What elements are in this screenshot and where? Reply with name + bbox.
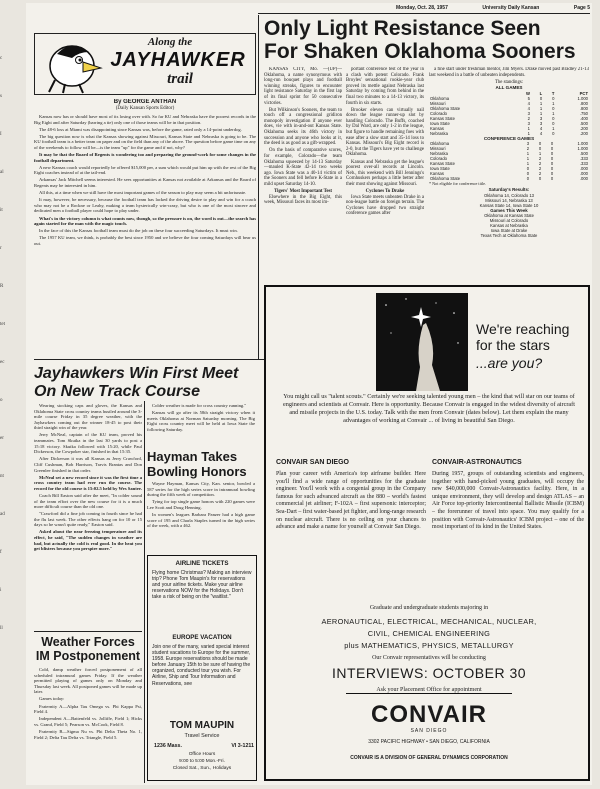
facing-page-fragment-11: er bbox=[0, 436, 4, 441]
jayhawker-para: A new Kansas coach would reportedly be offered $15,000 per, a sum which would put him up with the rest of the Big Eight coaches instead of at the tail-end. bbox=[34, 164, 256, 176]
standings-note: * Not eligible for conference title. bbox=[429, 181, 486, 187]
convair-majors-2: CIVIL, CHEMICAL ENGINEERING bbox=[367, 629, 491, 638]
standings-row: Kansas State 2 3 0 .400 bbox=[430, 115, 588, 121]
saturday-result: Missouri 14, Nebraska 13 bbox=[485, 197, 533, 203]
standings-row: Missouri 4 1 1 .800 bbox=[430, 100, 588, 106]
travel-service: Travel Service bbox=[184, 733, 220, 739]
standings-all-table: W L T PCT Oklahoma 5 0 0 1.000 Missouri 4 1 1 .800 Oklahoma State 4 1 0 .800 Colorado 3 1 1 .750 Kansas State 2 3 0 .400 Iowa State 3 3 0 .500 Kansas 1 4 1 .200 Nebraska 1 4 0 .200 bbox=[430, 90, 588, 136]
europe-vacation-title: EUROPE VACATION bbox=[172, 634, 232, 641]
column-divider bbox=[144, 401, 145, 783]
convair-logo-sub: SAN DIEGO bbox=[410, 728, 448, 734]
main-headline-1: Only Light Resistance Seen bbox=[264, 17, 541, 40]
bowling-para: In women's leagues Barbara Panzer had a high game score of 195 and Charla Staples turned in the high series of the week, with a 462. bbox=[147, 511, 255, 529]
saturday-result: Kansas State 14, Iowa State 10 bbox=[479, 202, 539, 208]
facing-page-fragment-9: ec bbox=[0, 360, 5, 365]
bowling-headline-1: Hayman Takes bbox=[147, 449, 238, 464]
track-para: Colder weather is made for cross country running." bbox=[152, 403, 247, 408]
standings-row: Nebraska 1 4 0 .200 bbox=[430, 130, 588, 136]
convair-san-diego-title: CONVAIR SAN DIEGO bbox=[276, 459, 349, 466]
jayhawker-para: What's in the victory column is what counts now, though, so the pressure is on, the word is out—the search has again started for the man with the magic touch. bbox=[34, 215, 256, 227]
games-this-week-title: Games This Week bbox=[490, 207, 528, 213]
jayhawker-para: In the face of this the Kansas football team must do the job on these four succeeding Saturdays. It must win. bbox=[39, 228, 238, 234]
standings-conf-title: CONFERENCE GAMES bbox=[483, 135, 535, 141]
airline-tickets-text: Flying home Christmas? Making an interview trip? Phone Tom Maupin's for reservations and your airline tickets. Make your airline reservations NOW for the Holidays. Don't take a risk of being on the "waitlist." bbox=[152, 570, 252, 601]
weather-rule bbox=[34, 631, 142, 632]
facing-page-fragment-12: nt bbox=[0, 474, 4, 479]
convair-majors-1: AERONAUTICAL, ELECTRICAL, MECHANICAL, NUCLEAR, bbox=[321, 617, 537, 626]
logo-line-3: trail bbox=[167, 71, 193, 87]
convair-division: CONVAIR IS A DIVISION OF GENERAL DYNAMICS CORPORATION bbox=[350, 755, 508, 761]
facing-page-fragment-14: f bbox=[0, 550, 2, 555]
saturday-result: Oklahoma 14, Colorado 13 bbox=[483, 192, 535, 198]
track-para: Kansas will go after its 58th straight victory when it meets Oklahoma at Norman Saturday morning. The Big Eight cross country meet will be held at Iowa State the following Saturday. bbox=[147, 410, 255, 432]
facing-page-fragment-13: ad bbox=[0, 512, 5, 517]
convair-tagline-3: ...are you? bbox=[476, 355, 543, 371]
header-rule bbox=[258, 13, 590, 14]
main-story-para: KANSAS CITY, Mo. —(UP)— Oklahoma, a name synonymous with long-run bouquet plays and football winning streaks, figures to encounter light resistance Saturday in the first lap of its final sprint for 50 consecutive victories. bbox=[264, 67, 342, 106]
weather-column bbox=[34, 667, 142, 783]
facing-page-fragment-6: r bbox=[0, 246, 2, 251]
logo-line-2: JAYHAWKER bbox=[110, 49, 246, 71]
jayhawker-para: It may be that the Board of Regents is wondering too and preparing the ground-work for some changes in the football department. bbox=[34, 152, 256, 163]
standings-row: Kansas 1 4 1 .200 bbox=[430, 125, 588, 131]
weather-para: Cold, damp weather forced postponement of all scheduled intramural games Friday. If the weather permitted playing of games only on Monday and Thursday last week. All postponed games will be made up later. bbox=[34, 667, 142, 695]
standings-row: Iowa State 3 3 0 .500 bbox=[430, 120, 588, 126]
facing-page-fragment-15: i bbox=[0, 588, 2, 593]
main-story-subhead: Tigers' Most Important Test bbox=[274, 188, 332, 194]
standings-all-title: ALL GAMES bbox=[495, 85, 523, 91]
jayhawker-para: The big question now is what the Kansas showing against Missouri, Kansas State and Nebraska is going to be. The KU football team is a better team on paper and on the field than any of the above. The question before game time on any of the weekends to follow will be—is the team "up" for the game and if not, why? bbox=[34, 133, 256, 150]
night-sky-photo bbox=[376, 293, 468, 391]
main-story-para: But Wilkinson's Sooners, the team to touch off a congressional gridiron monopoly investigation if anyone ever does, vie with in-and-out Kansas State. Oklahoma seeks its 46th victory in succession and anyone who looks at it, the deed is as good as a gift-wrapped. bbox=[264, 107, 342, 147]
facing-page-fragment-5: it bbox=[0, 208, 3, 213]
standings-row: Kansas 0 2 0 .000 bbox=[430, 171, 588, 177]
track-headline-2: On New Track Course bbox=[34, 383, 200, 400]
standings-row: Oklahoma State 4 1 0 .800 bbox=[430, 105, 588, 111]
jayhawker-para: The 48-6 loss at Miami was disappointing since Kansas was, before the game, rated only a 14-point underdog. bbox=[39, 126, 242, 132]
track-para: Jerry McNeal, captain of the KU team, proved his teammates. Tom Skutka in the last 30 yards to post a 15:18 victory. Skutka followed with 15:20, while Paul Dickerson, the Cowpoker star, finished in that 15:35. bbox=[34, 432, 142, 455]
weather-headline-2: IM Postponement bbox=[35, 649, 141, 663]
header-page: Page 5 bbox=[573, 5, 590, 11]
main-story-para: Iowa State meets unbeaten Drake in a non-league battle on foreign terrain. The Cyclones have dropped two straight conference games after bbox=[346, 194, 424, 217]
facing-page-fragment-8: tet bbox=[0, 322, 5, 327]
main-story-col-3 bbox=[429, 67, 589, 281]
office-hours-title: Office Hours bbox=[188, 752, 216, 757]
standings-row: Nebraska 1 1 0 .500 bbox=[430, 151, 588, 157]
track-para: Asked about the near freezing temperature and its effect, he said, "The sudden changes in weather are bad, but actually the cold is real good. In the heat you get blisters because you perspire more." bbox=[34, 529, 142, 552]
logo-line-1: Along the bbox=[147, 36, 193, 48]
track-col-2 bbox=[147, 403, 255, 449]
game-this-week: Iowa State at Drake bbox=[490, 228, 528, 234]
track-para: After Dickerson it was all Kansas as Jerry Crawford, Cliff Cushman, Bob Harrison, Travis Brantas and Don Greenlee finished in that order. bbox=[34, 456, 142, 473]
saturday-results-title: Saturday's Results: bbox=[488, 187, 530, 193]
facing-page-fragment-2: s bbox=[0, 94, 2, 99]
main-story-para: Brooker eleven can virtually nail down the league runner-up slot by handling Colorado. The Buffs, coached by Dal Ward, are only 1-2 in the league, but figure to handle remaining foes with ease after a slow start and 35-14 loss to Kansas. Missouri's Big Eight record is 2-0, but the Tigers have yet to challenge Oklahoma. bbox=[346, 107, 424, 158]
game-this-week: Oklahoma at Kansas State bbox=[484, 213, 534, 219]
travel-ad bbox=[147, 555, 257, 781]
main-headline-2: For Shaken Oklahoma Sooners bbox=[264, 40, 576, 63]
jayhawker-byline: By GEORGE ANTHAN bbox=[113, 99, 177, 105]
standings-conf-table bbox=[429, 141, 589, 181]
main-story-para: a fine start under freshman mentor, Jim Myers. Drake moved past Bradley 21-13 last weekend in a battle of unbeaten independents. bbox=[429, 67, 589, 78]
standings-intro: The standings: bbox=[494, 79, 524, 85]
track-para: "Crawford did a fine job coming in fourth since he had the flu last week. The other effects hang on for 10 or 15 days so he wasn't quite ready," Easton said. bbox=[34, 511, 142, 528]
tom-maupin-name: TOM MAUPIN bbox=[169, 720, 235, 731]
track-col-1 bbox=[34, 403, 142, 629]
weather-para: Independent A—Battenfeld vs. Jolliffe, Field 1; Hicks vs. Grand, Field 5; Pearson vs. McCook, Field 8. bbox=[34, 716, 142, 727]
convair-grad-line: Graduate and undergraduate students majoring in bbox=[369, 605, 489, 611]
standings-row: Oklahoma State 0 0 0 .000 bbox=[430, 176, 588, 182]
europe-vacation-text: Join one of the many, varied special interest student vacations to Europe for the summer, 1958. Europe reservations should be made before January 15th to be sure of having the organized, conducted tour you wish. For Airline, Ship and Tour Information and Reservations, see bbox=[152, 644, 251, 687]
jayhawker-logo bbox=[34, 33, 256, 95]
convair-address: 3302 PACIFIC HIGHWAY • SAN DIEGO, CALIFORNIA bbox=[368, 739, 490, 745]
header-paper: University Daily Kansan bbox=[482, 5, 540, 11]
track-para: Wearing stocking caps and gloves, the Kansas and Oklahoma State cross country teams hustled around the 3-mile course Friday in 35 degree weather, with the Jayhawkers coming out the winner 18-45 to post their third straight win of the year. bbox=[34, 403, 142, 431]
convair-astronautics-title: CONVAIR-ASTRONAUTICS bbox=[432, 459, 522, 466]
facing-page-fragment-3: I bbox=[0, 132, 2, 137]
header-date: Monday, Oct. 28, 1957 bbox=[396, 5, 448, 11]
bowling-para: Wayne Hayman, Kansas City, Kan. senior, bowled a 587 series for the high series score in intramural bowling during the fifth week of competition. bbox=[147, 481, 255, 498]
facing-page-fragment-1: c bbox=[0, 56, 3, 61]
main-story-col-1 bbox=[264, 67, 342, 287]
star-hand-illustration bbox=[376, 293, 468, 391]
column-divider bbox=[258, 15, 259, 360]
bowling-para: Tying for top single game honors with 220 games were Lee Scott and Doug Henning. bbox=[147, 499, 255, 510]
convair-ad bbox=[264, 285, 590, 781]
facing-page-fragment-16: ll bbox=[0, 626, 3, 631]
airline-tickets-title: AIRLINE TICKETS bbox=[175, 560, 229, 567]
facing-page-fragment-7: R bbox=[0, 284, 4, 289]
game-this-week: Texas Tech at Oklahoma State bbox=[480, 233, 538, 239]
game-this-week: Kansas at Nebraska bbox=[490, 223, 528, 229]
office-hours-closed: Closed Sat., Sun., Holidays bbox=[172, 766, 232, 771]
weather-para: Games today: bbox=[39, 696, 65, 702]
convair-intro: You might call us "talent scouts." Certainly we're seeking talented young men – the kind that will star on our teams of engineers and scientists at Convair. Here is opportunity. Because Convair is engaged in the widest diversity of aircraft and missile projects in the U.S. today. Talk with the men from Convair (dates below). Let them explain the many advantages of working at Convair ... of living in beautiful San Diego. bbox=[283, 393, 575, 424]
main-story-col-2 bbox=[346, 67, 424, 287]
jayhawker-para: All this, at a time when we still have the most important games of the season to play may seem a bit unfortunate. bbox=[39, 190, 247, 196]
jayhawker-para: It may, however, be necessary, because the football team has lacked the driving desire to play and win for a coach who may not be a Rockne or Leahy, making a team hysterically win-crazy, but who is one of the most sincere and dedicated men a football player could hope to play under. bbox=[34, 197, 256, 214]
jayhawker-byline-sub: (Daily Kansan Sports Editor) bbox=[115, 106, 175, 111]
weather-para: Fraternity A—Alpha Tau Omega vs. Phi Kappa Psi, Field 4. bbox=[34, 703, 142, 715]
travel-phone: VI 3-1211 bbox=[231, 743, 254, 749]
main-story-para: Elsewhere in the Big Eight, this week, Missouri faces its most im- bbox=[264, 194, 342, 206]
facing-page-strip bbox=[0, 40, 22, 780]
jayhawker-para: Kansas now has or should have most of its losing over with. So far KU and Nebraska have the poorest records in the Big Eight and after Saturday (barring a tie) only one of those teams will be in that position. bbox=[34, 114, 256, 125]
weather-headline-1: Weather Forces bbox=[41, 635, 135, 649]
bowling-headline-2: Bowling Honors bbox=[147, 464, 247, 479]
main-story-para: Kansas and Nebraska get the league's poorest over-all records at Lincoln. Neb., this weekend with Bill Jennings's Cornhuskers perhaps a little better after their most showing against Missouri. bbox=[346, 159, 424, 187]
page-header bbox=[396, 5, 590, 11]
standings-row: Kansas State 1 2 0 .333 bbox=[430, 161, 588, 167]
convair-rep-line: Our Convair representatives will be conducting bbox=[372, 655, 486, 661]
jayhawker-para: The 1957 KU team, we think, is probably the best since 1950 and we believe the four coming Saturdays will bear us out. bbox=[34, 235, 256, 246]
jayhawk-mascot-icon bbox=[39, 36, 105, 94]
travel-address: 1236 Mass. bbox=[154, 743, 182, 749]
jayhawker-para: Arkansas' Jack Mitchell seems interested. He sees opportunities at Kansas not available at Arkansas and the Board of Regents may be interested in him. bbox=[34, 177, 256, 189]
bowling-column bbox=[147, 481, 255, 553]
convair-logo: CONVAIR bbox=[371, 701, 487, 728]
convair-ask-placement: Ask your Placement Office for appointment bbox=[346, 687, 512, 694]
facing-page-fragment-4: al bbox=[0, 170, 4, 175]
convair-tagline-1: We're reaching bbox=[476, 321, 570, 337]
standings-row: Colorado 3 1 1 .750 bbox=[430, 110, 588, 116]
game-this-week: Missouri at Colorado bbox=[489, 218, 529, 224]
main-story-subhead: Cyclones To Drake bbox=[365, 188, 405, 194]
newspaper-page bbox=[26, 3, 592, 785]
track-para: Coach Bill Easton said after the meet, "In colder sound of the team effort over the new course for it is a much more difficult course than the old one. bbox=[34, 492, 142, 510]
standings-row: Iowa State 0 2 0 .000 bbox=[430, 166, 588, 172]
convair-san-diego-text: Plan your career with America's top airframe builder. Here you'll find a wide range of opportunities for the graduate engineer. You'll work with a congenial group in the Company famous for such advanced aircraft as the 880 – world's fastest commercial jet airliner; F-102A – first supersonic interceptor; Sea-Dart – first water-based jet fighter, and long-range research on nuclear aircraft. There is no ceiling on your chances to advance and make a name for yourself at Convair San Diego. bbox=[276, 471, 426, 531]
standings-row: Missouri 2 0 0 1.000 bbox=[430, 146, 588, 152]
facing-page-fragment-10: o bbox=[0, 398, 3, 403]
weather-para: Fraternity B—Sigma Nu vs. Phi Delta Theta No. 1, Field 2; Delta Tau Delta vs. Triangle, Field 5. bbox=[34, 728, 142, 740]
convair-majors-3: plus MATHEMATICS, PHYSICS, METALLURGY bbox=[344, 641, 514, 650]
track-headline-1: Jayhawkers Win First Meet bbox=[34, 365, 239, 382]
convair-interviews: INTERVIEWS: OCTOBER 30 bbox=[331, 665, 527, 681]
standings-row: Oklahoma 5 0 0 1.000 bbox=[430, 95, 588, 101]
standings-row: Colorado 1 2 0 .333 bbox=[430, 156, 588, 162]
main-story-para: portant conference test of the year in a clash with potent Colorado. Frank Broyles' sensational rookie-year club proved its mettle against Nebraska last Saturday by coming from behind in the final two minutes to a 14-13 victory, its fourth in six starts. bbox=[346, 67, 424, 106]
office-hours: 9:00 to 5:00 Mon.-Fri. bbox=[179, 759, 225, 764]
jayhawker-column bbox=[34, 99, 256, 357]
convair-astronautics-text: During 1957, groups of outstanding scientists and engineers, together with hand-picked young graduates, will occupy the new $40,000,000 Convair-Astronautics facility. Here, in a unique environment, they will develop and design ATLAS – an Air Force top-priority Intercontinental Ballistic Missile (ICBM) – the forerunner of travel into space. You may qualify for a position with Convair-Astronautics' ICBM project – one of the most important of its kind in the United States. bbox=[432, 471, 584, 531]
track-para: McNeal set a new record since it was the first time a cross country team had ever run the course. The record for the old course is 15:02.5 held by Wes Santee. bbox=[34, 474, 142, 491]
convair-tagline-2: for the stars bbox=[476, 337, 550, 353]
standings-row: Oklahoma 3 0 0 1.000 bbox=[430, 141, 588, 147]
main-story-para: On the basis of comparative scores, for example, Colorado—the team Oklahoma squeezed by 14-13 Saturday—mauled K-State 42-14 two weeks ago. Iowa State was a 40-14 victim of the Sooners and fell before K-State in a mild upset Saturday 14-10. bbox=[264, 148, 342, 187]
